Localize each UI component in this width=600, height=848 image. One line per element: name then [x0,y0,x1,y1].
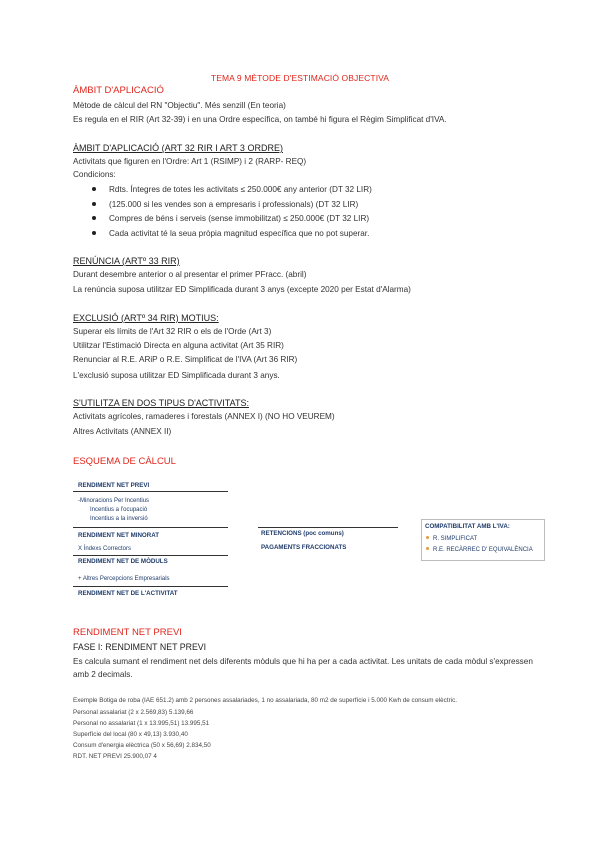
scheme-rendiment-net-moduls: RENDIMENT NET DE MÒDULS [78,558,168,565]
scheme-divider [73,527,228,528]
scheme-incentius-inversio: Incentius a la inversió [90,516,148,522]
compat-iva-item-text: R.E. RECÀRREC D' EQUIVALÈNCIA [433,547,533,553]
tipus-line-2: Altres Activitats (ANNEX II) [73,427,172,436]
condition-bullet [92,185,372,194]
bullet-icon [92,202,96,206]
tipus-line-1: Activitats agrícoles, ramaderes i forestals (ANNEX I) (NO HO VEUREM) [73,412,335,421]
scheme-divider [73,491,228,492]
scheme-incentius-ocupacio: Incentius a l'ocupació [90,507,148,513]
scheme-divider [73,586,228,587]
condition-text: Cada activitat té la seua pròpia magnitud específica que no pot superar. [109,229,370,238]
exclusio-heading: EXCLUSIÓ (ARTº 34 RIR) MOTIUS: [73,313,219,323]
scheme-altres-percepcions: + Altres Percepcions Empresarials [78,576,170,582]
ambit-art-line-2: Condicions: [73,170,116,179]
renuncia-line-1: Durant desembre anterior o al presentar el primer PFracc. (abril) [73,270,307,279]
ambit-art-line-1: Activitats que figuren en l'Ordre: Art 1 (RSIMP) i 2 (RARP- REQ) [73,157,307,166]
esquema-heading: ESQUEMA DE CÀLCUL [73,456,176,467]
condition-text: (125.000 si les vendes son a empresaris i professionals) (DT 32 LIR) [109,200,359,209]
ambit-line-1: Mètode de càlcul del RN "Objectiu". Més senzill (En teoria) [73,101,286,110]
ambit-line-2: Es regula en el RIR (Art 32-39) i en una Ordre específica, on també hi figura el Règim Simplificat d'IVA. [73,115,447,124]
compat-iva-item [426,536,477,542]
exemple-line: RDT. NET PREVI 25.900,07 4 [73,753,157,760]
scheme-index-correctors: X Índexs Correctors [78,546,132,552]
scheme-rendiment-net-minorat: RENDIMENT NET MINORAT [78,532,160,539]
rnp-fase: FASE I: RENDIMENT NET PREVI [73,642,207,652]
exclusio-line-1: Superar els límits de l'Art 32 RIR o els de l'Orde (Art 3) [73,327,272,336]
renuncia-line-2: La renúncia suposa utilitzar ED Simplificada durant 3 anys (excepte 2020 per Estat d'Alarma) [73,285,411,294]
exclusio-line-3: Renunciar al R.E. ARiP o R.E. Simplificat de l'IVA (Art 36 RIR) [73,355,298,364]
condition-bullet [92,200,358,209]
compat-iva-title: COMPATIBILITAT AMB L'IVA: [425,523,510,530]
scheme-minoracions: -Minoracions Per Incentius [78,498,150,504]
scheme-pagaments: PAGAMENTS FRACCIONATS [261,544,347,551]
exclusio-line-4: L'exclusió suposa utilitzar ED Simplificada durant 3 anys. [73,371,280,380]
bullet-icon [92,216,96,220]
bullet-icon [92,187,96,191]
compat-iva-item [426,547,533,553]
rnp-heading: RENDIMENT NET PREVI [73,627,182,638]
exemple-line: Superfície del local (80 x 49,13) 3.930,40 [73,731,188,738]
tipus-heading: S'UTILITZA EN DOS TIPUS D'ACTIVITATS: [73,398,249,408]
bullet-icon [92,231,96,235]
bullet-icon [426,547,429,550]
compat-iva-item-text: R. SIMPLIFICAT [433,536,478,542]
exemple-line: Consum d'energia elèctrica (50 x 56,69) 2.834,50 [73,742,211,749]
scheme-rendiment-net-previ: RENDIMENT NET PREVI [78,482,150,489]
renuncia-heading: RENÚNCIA (ARTº 33 RIR) [73,256,180,266]
condition-text: Compres de béns i serveis (sense immobilitzat) ≤ 250.000€ (DT 32 LIR) [109,214,370,223]
exclusio-line-2: Utilitzar l'Estimació Directa en alguna activitat (Art 35 RIR) [73,341,284,350]
condition-bullet [92,214,369,223]
ambit-art-heading: ÀMBIT D'APLICACIÓ (ART 32 RIR I ART 3 ORDRE) [73,143,283,153]
scheme-retencions: RETENCIONS (poc comuns) [261,530,344,537]
compat-iva-box [421,519,545,561]
rnp-paragraph: Es calcula sumant el rendiment net dels diferents mòduls que hi ha per a cada activitat. Les unitats de cada mòdul s'expressen amb 2 decimals. [73,657,533,679]
condition-text: Rdts. Íntegres de totes les activitats ≤ 250.000€ any anterior (DT 32 LIR) [109,185,372,194]
bullet-icon [426,536,429,539]
ambit-heading: ÀMBIT D'APLICACIÓ [73,85,164,96]
exemple-line: Personal no assalariat (1 x 13.995,51) 13.995,51 [73,720,210,727]
document-title: TEMA 9 MÈTODE D'ESTIMACIÓ OBJECTIVA [210,73,390,83]
scheme-divider [258,527,398,528]
exemple-intro: Exemple Botiga de roba (IAE 651.2) amb 2 persones assalariades, 1 no assalariada, 80 m2 de superfície i 5.000 Kwh de consum elèctric. [73,697,457,704]
scheme-rendiment-net-activitat: RENDIMENT NET DE L'ACTIVITAT [78,590,178,597]
exemple-line: Personal assalariat (2 x 2.569,83) 5.139,66 [73,709,194,716]
scheme-divider [73,555,228,556]
condition-bullet [92,229,369,238]
